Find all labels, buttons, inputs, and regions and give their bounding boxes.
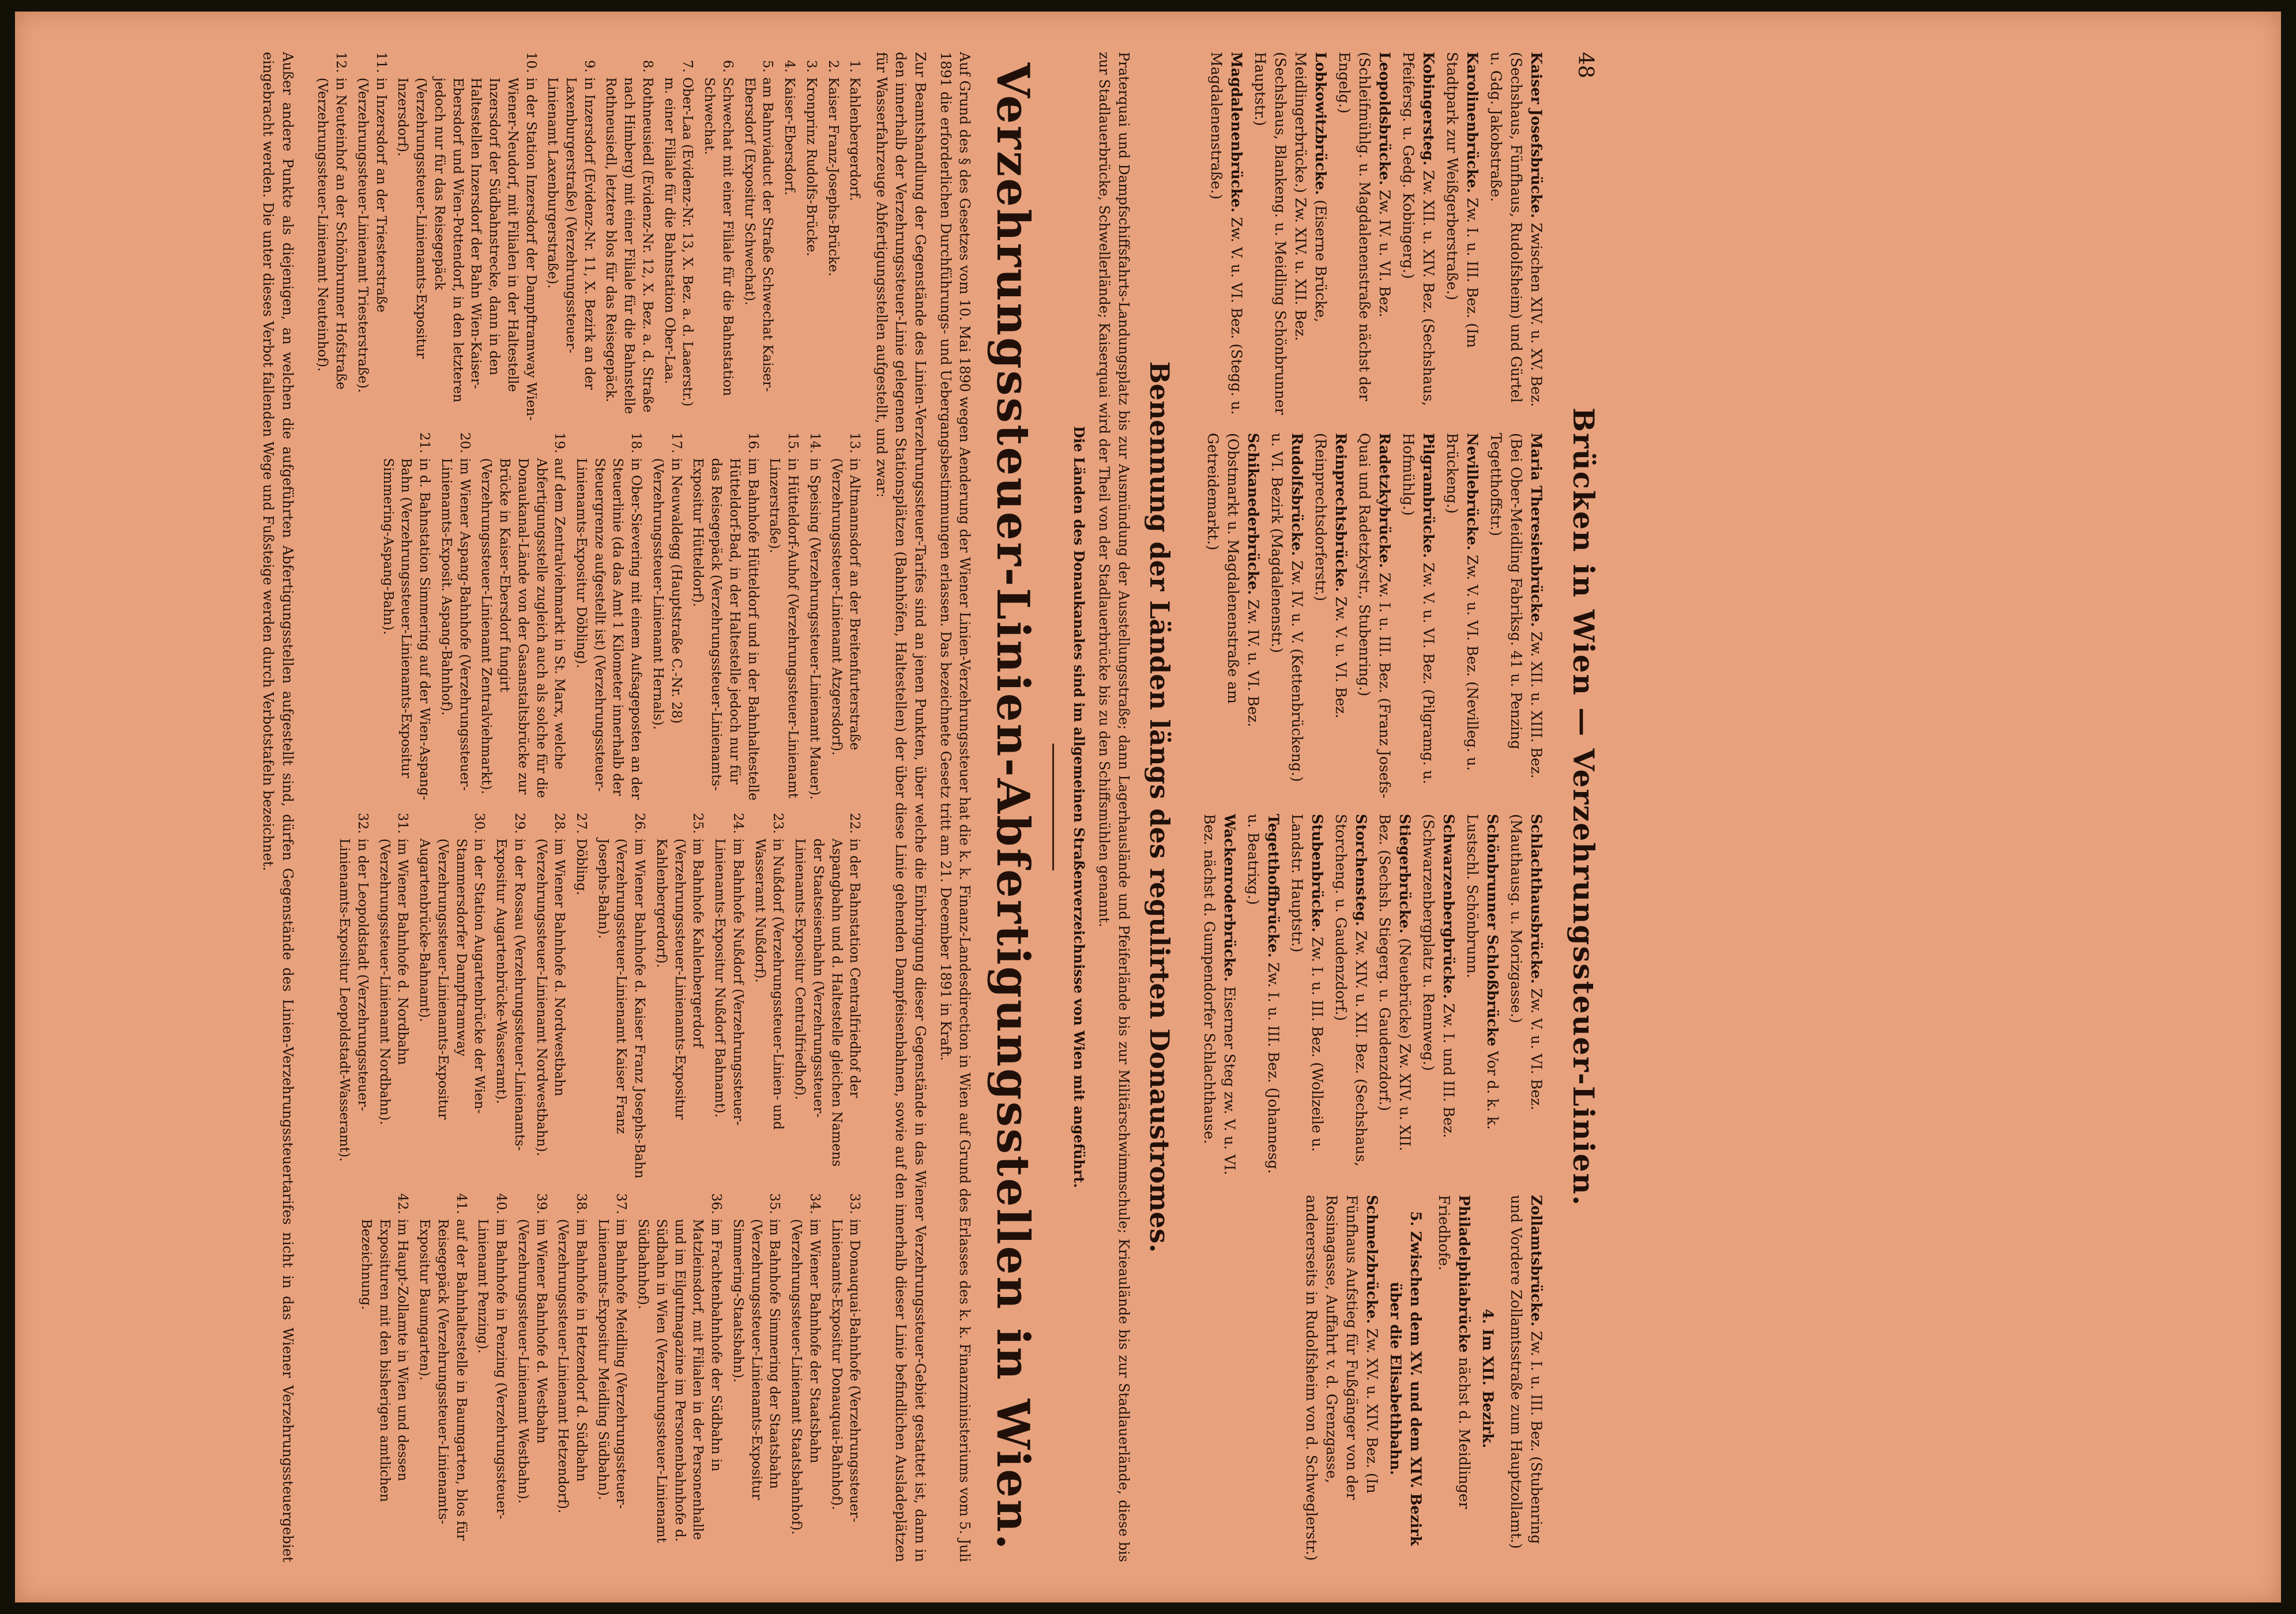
intro-paragraph-2: Zur Beamtshandlung der Gegenstände des Linien-Verzehrungssteuer-Tarifes sind an jenen Punkten, über welche die Einbringung dieser Gegenstände in das Wiener Verzehrungssteuer-Gebiet gestattet ist, dann in den innerhalb der Verzehrungssteuer-Linie gelegenen Stationsplätzen (Bahnhöfen, Haltestellen) der über diese Linie gehenden Dampfeisenbahnen, sowie auf den innerhalb dieser Linie befindlichen Ausladeplätzen für Wasserfahrzeuge Abfertigungsstellen aufgestellt, und zwar: [873,52,929,1562]
station-item: 35. im Bahnhofe Simmering der Staatsbahn (Verzehrungssteuer-Linienamts-Expositur Simmering-Staatsbahn). [730,1193,782,1500]
station-item: 42. im Haupt-Zollamte in Wien und dessen Exposituren mit den bisherigen amtlichen Bezeichnung. [358,1193,411,1502]
bridge-entry: Stubenbrücke. Zw. I. u. III. Bez. (Wollzeile u. Landstr. Hauptstr.) [1289,814,1326,1152]
station-item: 18. in Ober-Sievering mit einem Aufsageposten an der Steuerlinie (da das Amt 1 Kilometer innerhalb der Steuergrenze aufgestellt ist) (Verzehrungssteuer-Linienamts-Expositur Döbling). [573,432,644,800]
bridges-section [1196,52,1546,1562]
station-item: 27. Döbling. [573,813,589,896]
station-item: 33. im Donauquai-Bahnhofe (Verzehrungssteuer-Linienamts-Expositur Donauquai-Bahnhof). [829,1193,863,1523]
bridges-column-1 [1196,52,1546,419]
station-item: 23. in Nußdorf (Verzehrungssteuer-Linien- und Wasseramt Nußdorf). [752,813,786,1130]
station-item: 36. im Frachtenbahnhofe der Südbahn in Matzleinsdorf, mit Filialen in der Personenhalle und im Eilgutmagazine im Personenbahnhofe d. Südbahn in Wien (Verzehrungssteuer-Linienamt Südbahnhof). [635,1193,724,1543]
bridge-entry: Pilgrambrücke. Zw. V. u. VI. Bez. (Pilgramg. u. Hofmühlg.) [1400,433,1437,785]
station-item: 40. im Bahnhofe in Penzing (Verzehrungssteuer-Linienamt Penzing). [475,1193,509,1519]
bridge-entry: Nevillebrücke. Zw. V. u. VI. Bez. (Nevilleg. u. Brückeng.) [1444,433,1481,771]
station-item: 17. in Neuwaldegg (Hauptstraße C.-Nr. 28) (Verzehrungssteuer-Linienamt Hernals). [650,432,684,730]
station-item: 1. Kahlenbergerdorf. [847,60,863,201]
station-item: 22. in der Bahnstation Centralfriedhof der Aspangbahn und d. Haltestelle gleichen Namens der Staatseisenbahn (Verzehrungssteuer-Linienamts-Expositur Centralfriedhof). [792,813,863,1167]
station-item: 11. in Inzersdorf an der Triesterstraße (Verzehrungssteuer-Linienamt Triesterstraße). [355,52,389,393]
scanned-page [15,12,2281,1602]
station-item: 39. im Wiener Bahnhofe d. Westbahn (Verzehrungssteuer-Linienamt Westbahn). [515,1193,549,1504]
bridges-column-2 [1196,433,1546,800]
station-item: 15. in Hütteldorf-Auhof (Verzehrungssteuer-Linienamt Linzerstraße). [767,432,801,798]
bridge-entry: Rudolfsbrücke. Zw. IV. u. V. (Kettenbrückeng.) u. VI. Bezirk (Magdalenenstr.) [1269,433,1305,782]
bridge-entry: Schmelzbrücke. Zw. XV. u. XIV. Bez. (In Fünfhaus Aufstieg für Fußgänger von der Rosinagasse, Auffahrt v. d. Grenzgasse, andererseits in Rudolfsheim von d. Schweglerstr.) [1303,1195,1380,1561]
station-item: 16. im Bahnhofe Hütteldorf und in der Bahnhaltestelle Hütteldorf-Bad, in der Haltestelle jedoch nur für das Reisegepäck (Verzehrungssteuer-Linienamts-Expositur Hütteldorf). [690,432,761,801]
donaukanal-text: Die Länden des Donaukanales sind im allgemeinen Straßenverzeichnisse von Wien mit angeführt. [1070,426,1087,1188]
station-item: 4. Kaiser-Ebersdorf. [782,60,797,195]
page-content [0,12,1629,1602]
stations-column-3 [310,813,864,1182]
district-xv-heading: 5. Zwischen dem XV. und dem XIV. Bezirk über die Elisabethbahn. [1387,1211,1424,1546]
station-item: 20. im Wiener Aspang-Bahnhofe (Verzehrungssteuer-Linienamts-Exposit. Aspang-Bahnhof). [438,432,472,791]
bridge-entry: Magdalenenbrücke. Zw. V. u. VI. Bez. (Stegg. u. Magdalenenstraße.) [1208,52,1245,415]
station-item: 10. in der Station Inzersdorf der Dampftramway Wien-Wiener-Neudorf, mit Filialen in der Haltestelle Inzersdorf der Südbahnstrecke, dann in den Haltestellen Inzersdorf der Bahn Wien-Kaiser-Ebersdorf und Wien-Pottendorf, in den letzteren jedoch nur für das Reisegepäck (Verzehrungssteuer-Linienamts-Expositur Inzersdorf). [395,52,539,421]
laenden-section [1069,52,1175,1562]
station-item: 32. in der Leopoldstadt (Verzehrungssteuer-Linienamts-Expositur Leopoldstadt-Wasseramt). [337,813,370,1162]
station-item: 28. im Wiener Bahnhofe d. Nordwestbahn (Verzehrungssteuer-Linienamt Nordwestbahn). [533,813,567,1156]
bridge-entry: Schwarzenbergbrücke. Zw. I. und III. Bez. (Schwarzenbergplatz u. Rennweg.) [1420,814,1457,1138]
closing-paragraph: Außer andere Punkte als diejenigen, an welchen die aufgeführten Abfertigungsstellen aufgestellt sind, dürfen Gegenstände des Linien-Verzehrungssteuertarifes nicht in das Wiener Verzehrungssteuergebiet eingebracht werden. Die unter dieses Verbot fallenden Wege und Fußsteige werden durch Verbotstafeln bezeichnet. [260,52,296,1562]
bridge-entry: Karolinenbrücke. Zw. I. u. III. Bez. (Im Stadtpark zur Weißgerberstraße.) [1444,52,1481,348]
station-item: 14. in Speising (Verzehrungssteuer-Linienamt Mauer). [807,432,822,800]
intro-paragraph: Auf Grund des § des Gesetzes vom 10. Mai 1890 wegen Aenderung der Wiener Linien-Verzehrungssteuer hat die k. k. Finanz-Landesdirection in Wien auf Grund des Erlasses des k. k. Finanzministeriums vom 5. Juli 1891 die erforderlichen Durchführungs- und Uebergangsbestimmungen erlassen. Das bezeichnete Gesetz tritt am 21. December 1891 in Kraft. [937,52,973,1562]
station-item: 26. im Wiener Bahnhofe d. Kaiser Franz Josephs-Bahn (Verzehrungssteuer-Linienamt Kaiser Franz Josephs-Bahn). [595,813,648,1179]
stations-list [310,52,864,1562]
station-item: 12. in Neuteinhof an der Schönbrunner Hofstraße (Verzehrungssteuer-Linienamt Neuteinhof). [315,52,349,390]
bridge-entry: Leopoldsbrücke. Zw. IV. u. VI. Bez. (Schleifmühlg. u. Magdalenenstraße nächst der Engelg.) [1336,52,1393,401]
bridge-entry: Kobingersteg. Zw. XII. u. XIV. Bez. (Sechshaus, Pfeifersg. u. Gedg. Kobingerg.) [1400,52,1437,406]
bridges-column-3 [1196,814,1546,1181]
bridges-title: Brücken in Wien — Verzehrungssteuer-Linien. [1567,407,1601,1207]
laenden-text: Praterquai und Dampfschiffsfahrts-Landungsplatz bis zur Ausmündung der Ausstellungsstraße; dann Lagerhausländе und Pfeiferlände bis zur Militärschwimmschule; Krieauländе bis zur Stadlauerlände, diese bis zur Stadlauerbrücke, Schwellerlände; Kaiserquai wird der Theil von der Stadlauerbrücke bis zu den Schiffsmühlen genannt. [1096,52,1132,1562]
station-item: 41. auf der Bahnhaltestelle in Baumgarten, blos für Reisegepäck (Verzehrungssteuer-Linienamts-Expositur Baumgarten). [417,1193,469,1541]
station-item: 5. am Bahnviaduct der Straße Schwechat Kaiser-Ebersdorf (Expositur Schwechat). [742,60,776,392]
bridge-entry: Philadelphiabrücke nächst d. Meidlinger Friedhofe. [1436,1195,1473,1509]
bridges-column-4 [1196,1195,1546,1562]
bridge-entry: Storchensteg. Zw. XIV. u. XII. Bez. (Sechshaus, Storcheng. u. Gaudenzdorf.) [1333,814,1369,1167]
bridge-entry: Schlachthausbrücke. Zw. V. u. VI. Bez. (Mauthausg. u. Morizgasse.) [1508,814,1545,1111]
bridge-entry: Radetzkybrücke. Zw. I. u. III. Bez. (Franz Josefs-Quai und Radetzkystr., Stubenring.) [1356,433,1393,799]
district-xii-heading: 4. Im XII. Bezirk. [1480,1308,1496,1449]
station-item: 6. Schwechat mit einer Filiale für die Bahnstation Schwechat. [702,60,735,397]
page-header [1554,52,1601,1562]
station-item: 38. im Bahnhofe in Hetzendorf d. Südbahn (Verzehrungssteuer-Linienamt Hetzendorf). [555,1193,589,1514]
laenden-title: Benennung der Länden längs des regulirten Donaustromes. [1144,361,1175,1253]
abfertigung-section [258,52,1038,1562]
station-item: 2. Kaiser Franz-Josephs-Brücke. [825,60,841,277]
station-item: 13. in Altmannsdorf an der Breitenfurterstraße (Verzehrungssteuer-Linienamt Atzgersdorf). [829,432,863,756]
bridge-entry: Schikanederbrücke. Zw. IV. u. VI. Bez. (Obstmarkt u. Magdalenenstraße am Getreidemarkt.) [1205,433,1262,727]
station-item: 31. im Wiener Bahnhofe d. Nordbahn (Verzehrungssteuer-Linienamt Nordbahn). [377,813,411,1125]
bridge-entry: Maria Theresienbrücke. Zw. XII. u. XIII. Bez. (Bei Ober-Meidling Fabriksg. 41 u. Penzing Tegetthoffstr.) [1488,433,1545,779]
station-item: 8. Rothneusiedl (Evidenz-Nr. 12, X. Bez. a. d. Straße nach Himberg) mit einer Filiale für die Bahnstelle Rothneusiedl, letztere blos für das Reisegepäck. [603,60,655,414]
bridge-entry: Stiegerbrücke. (Neuebrücke) Zw. XIV. u. XII. Bez. (Sechsh. Stiegerg. u. Gaudenzdorf.) [1376,814,1413,1151]
station-item: 19. auf dem Zentralviehmarkt in St. Marx, welche Abfertigungsstelle zugleich auch als solche für die Donaukanal-Lände von der Gasanstaltsbrücke zur Brücke in Kaiser-Ebersdorf fungirt (Verzehrungssteuer-Linienamt Zentralviehmarkt). [479,432,567,798]
bridge-entry: Kaiser Josefsbrücke. Zwischen XIV. u. XV. Bez. (Sechshaus, Fünfhaus, Rudolfsheim) und Gürtel u. Gdg. Jakobstraße. [1488,52,1545,407]
station-item: 37. im Bahnhofe Meidling (Verzehrungssteuer-Linienamts-Expositur Meidling Südbahn). [595,1193,629,1509]
station-item: 9. in Inzersdorf (Evidenz-Nr. 11, X. Bezirk an der Laxenburgerstraße) (Verzehrungssteuer-Linienamt Laxenburgerstraße). [545,60,597,390]
station-item: 30. in der Station Augartenbrücke der Wien-Stammersdorfer Dampftramway (Verzehrungssteuer-Linienamts-Expositur Augartenbrücke-Bahnamt). [417,813,487,1120]
section-divider [1052,744,1054,870]
page-number: 48 [1574,52,1597,78]
station-item: 3. Kronprinz Rudolfs-Brücke. [803,60,819,257]
bridge-entry: Reinprechtsbrücke. Zw. V. u. VI. Bez. (Reinprechtsdorferstr.) [1312,433,1349,719]
bridge-entry: Schönbrunner Schloßbrücke Vor d. k. k. Lustschl. Schönbrunn. [1464,814,1501,1130]
stations-column-1 [310,52,864,421]
station-item: 25. im Bahnhofe Kahlenbergerdorf (Verzehrungssteuer-Linienamts-Expositur Kahlenbergerdorf). [653,813,706,1120]
station-item: 7. Ober-Laa (Evidenz-Nr. 13, X. Bez. a. d. Laaerstr.) m. einer Filiale für die Bahnstation Ober-Laa. [661,60,695,407]
station-item: 34. im Wiener Bahnhofe der Staatsbahn (Verzehrungssteuer-Linienamt Staatsbahnhof). [789,1193,822,1535]
stations-column-2 [310,432,864,801]
bridge-entry: Tegetthoffbrücke. Zw. I. u. III. Bez. (Johannesg. u. Beatrixg.) [1245,814,1282,1174]
stations-column-4 [310,1193,864,1562]
bridge-entry: Lobkowitzbrücke. (Eiserne Brücke, Meidlingerbrücke.) Zw. XIV. u. XII. Bez. (Sechshaus, Blankeng. u. Meidling Schönbrunner Hauptstr.) [1252,52,1329,415]
bridge-entry: Wackenroderbrücke. Eiserner Steg zw. V. u. VI. Bez. nächst d. Gumpendorfer Schlachthause. [1201,814,1238,1175]
abfertigung-title: Verzehrungssteuer-Linien-Abfertigungsstellen in Wien. [987,62,1040,1552]
station-item: 21. in d. Bahnstation Simmering auf der Wien-Aspang-Bahn (Verzehrungssteuer-Linienamts-Expositur Simmering-Aspang-Bahn). [380,432,432,801]
station-item: 29. in der Rossau (Verzehrungssteuer-Linienamts-Expositur Augartenbrücke-Wasseramt). [494,813,527,1151]
station-item: 24. im Bahnhofe Nußdorf (Verzehrungssteuer-Linienamts-Expositur Nußdorf Bahnamt). [712,813,746,1126]
bridge-entry: Zollamtsbrücke. Zw. I. u. III. Bez. (Stubenring und Vordere Zollamtsstraße zum Hauptzollamt.) [1508,1195,1545,1549]
